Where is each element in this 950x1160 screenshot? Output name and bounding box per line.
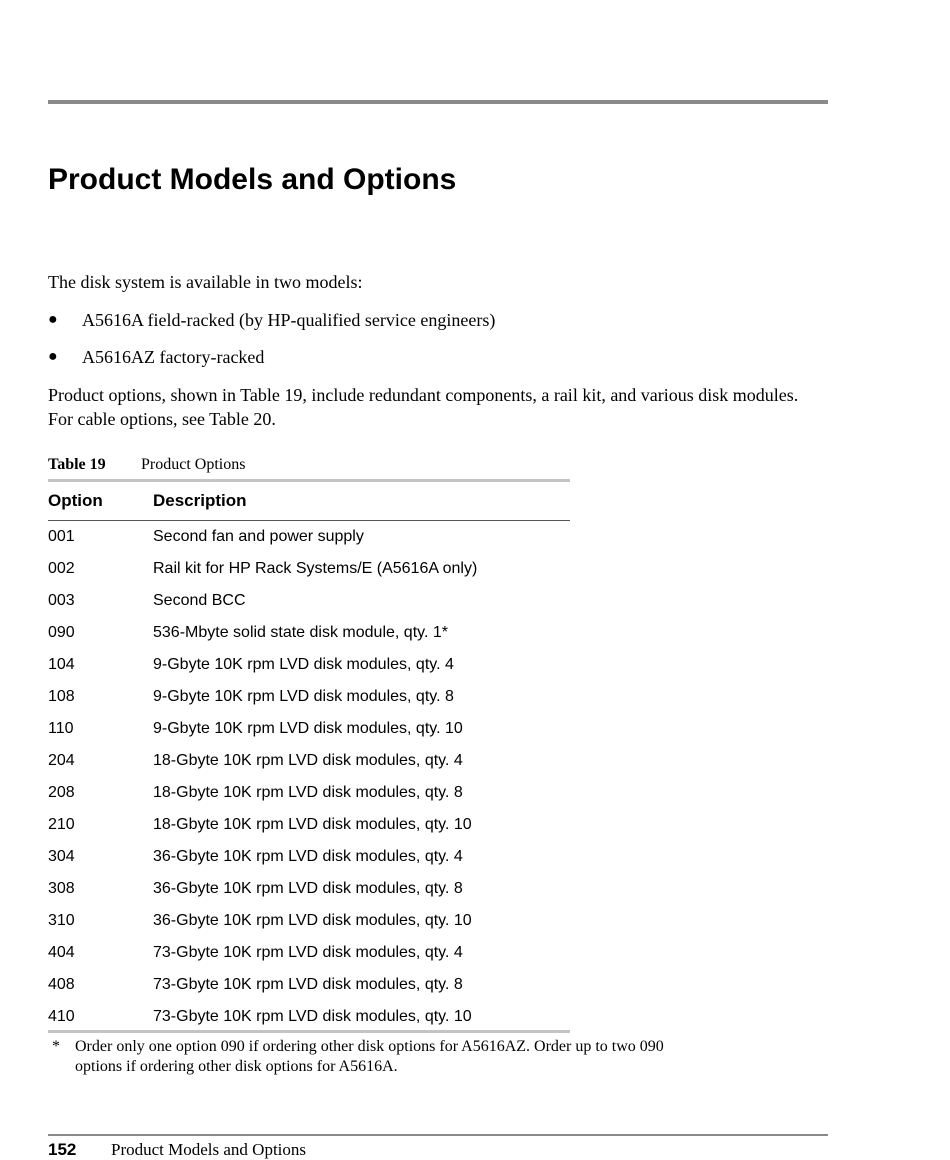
table-row: [48, 589, 570, 621]
table-row: [48, 973, 570, 1005]
option-code: 408: [48, 976, 75, 993]
options-paragraph: Product options, shown in Table 19, include redundant components, a rail kit, and various disk modules. For cable options, see Table 20.: [48, 385, 799, 429]
column-header-option: Option: [48, 491, 103, 510]
footnote-text: Order only one option 090 if ordering other disk options for A5616AZ. Order up to two 090 options if ordering other disk options for A5616A.: [75, 1038, 664, 1075]
option-description: 18-Gbyte 10K rpm LVD disk modules, qty. 8: [153, 784, 463, 801]
option-description: 36-Gbyte 10K rpm LVD disk modules, qty. 10: [153, 912, 472, 929]
page-number: 152: [48, 1140, 77, 1159]
bullet-icon: ●: [48, 311, 58, 328]
model-label: A5616A field-racked (by HP-qualified service engineers): [82, 310, 496, 330]
intro-text: The disk system is available in two models:: [48, 272, 363, 292]
option-code: 404: [48, 944, 75, 961]
option-code: 310: [48, 912, 75, 929]
option-description: Second fan and power supply: [153, 528, 364, 545]
header-rule: [48, 100, 828, 104]
table-row: [48, 653, 570, 685]
table-row: [48, 877, 570, 909]
option-code: 208: [48, 784, 75, 801]
table-number: Table 19: [48, 456, 106, 473]
option-code: 110: [48, 720, 74, 737]
option-code: 304: [48, 848, 75, 865]
option-description: 9-Gbyte 10K rpm LVD disk modules, qty. 10: [153, 720, 463, 737]
table-row: [48, 685, 570, 717]
option-description: Second BCC: [153, 592, 246, 609]
option-description: 9-Gbyte 10K rpm LVD disk modules, qty. 8: [153, 688, 454, 705]
table-row: [48, 621, 570, 653]
footnote-mark: *: [52, 1038, 60, 1055]
model-label: A5616AZ factory-racked: [82, 347, 265, 367]
page-title: Product Models and Options: [48, 163, 457, 196]
option-code: 204: [48, 752, 75, 769]
column-header-description: Description: [153, 491, 247, 510]
option-code: 104: [48, 656, 75, 673]
option-code: 108: [48, 688, 75, 705]
option-code: 410: [48, 1008, 75, 1025]
option-code: 003: [48, 592, 75, 609]
table-header-rule: [48, 520, 570, 521]
table-body: [48, 525, 570, 1037]
footer-section-title: Product Models and Options: [111, 1140, 307, 1159]
table-caption: [48, 455, 245, 475]
option-description: Rail kit for HP Rack Systems/E (A5616A only): [153, 560, 478, 577]
model-item: [48, 308, 495, 345]
option-description: 73-Gbyte 10K rpm LVD disk modules, qty. 10: [153, 1008, 472, 1025]
table-bottom-rule: [48, 1030, 570, 1033]
option-code: 210: [48, 816, 75, 833]
model-item: [48, 345, 495, 382]
option-description: 18-Gbyte 10K rpm LVD disk modules, qty. 4: [153, 752, 463, 769]
option-description: 9-Gbyte 10K rpm LVD disk modules, qty. 4: [153, 656, 454, 673]
option-code: 001: [48, 528, 75, 545]
footer-rule: [48, 1134, 828, 1136]
option-code: 002: [48, 560, 75, 577]
table-row: [48, 941, 570, 973]
table-row: [48, 845, 570, 877]
table-row: [48, 813, 570, 845]
option-description: 536-Mbyte solid state disk module, qty. 1*: [153, 624, 448, 641]
bullet-icon: ●: [48, 348, 58, 365]
table-row: [48, 909, 570, 941]
option-description: 18-Gbyte 10K rpm LVD disk modules, qty. 10: [153, 816, 472, 833]
option-description: 36-Gbyte 10K rpm LVD disk modules, qty. 8: [153, 880, 463, 897]
table-row: [48, 717, 570, 749]
option-description: 73-Gbyte 10K rpm LVD disk modules, qty. 4: [153, 944, 463, 961]
option-description: 73-Gbyte 10K rpm LVD disk modules, qty. 8: [153, 976, 463, 993]
table-row: [48, 781, 570, 813]
table-row: [48, 525, 570, 557]
table-title: Product Options: [141, 456, 246, 473]
table-top-rule: [48, 479, 570, 482]
table-row: [48, 749, 570, 781]
option-description: 36-Gbyte 10K rpm LVD disk modules, qty. 4: [153, 848, 463, 865]
table-row: [48, 557, 570, 589]
option-code: 308: [48, 880, 75, 897]
model-list: [48, 308, 495, 382]
option-code: 090: [48, 624, 75, 641]
